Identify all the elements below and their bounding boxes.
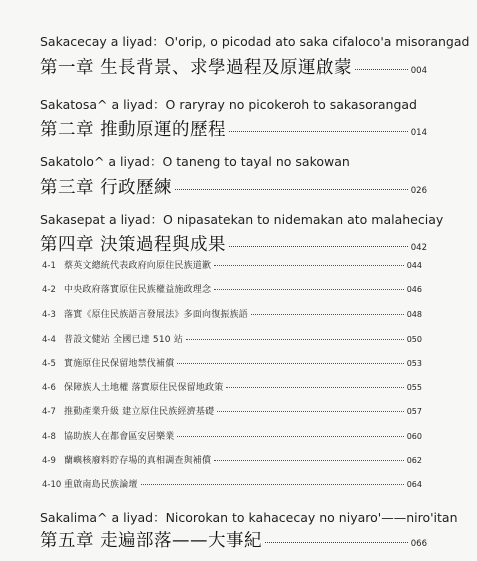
chapter-1-subtitle: Sakacecay a liyad：O'orip, o picodad ato saka cifaloco'a misorangad [40,34,470,49]
chapter-3-title: 第三章 行政歷練 [40,178,173,198]
section-title: 協助族人在都會區安居樂業 [64,432,175,442]
dot-leader [217,411,403,412]
chapter-1-entry[interactable] [40,54,427,79]
dot-leader [141,484,404,485]
chapter-4-subtitle: Sakasepat a liyad：O nipasatekan to nidemakan ato malaheciay [40,212,444,227]
section-number: 4-9 [42,456,56,466]
section-entry[interactable] [42,380,422,394]
section-page: 050 [406,335,422,344]
dot-leader [226,387,403,388]
section-number: 4-5 [42,359,56,369]
chapter-3-page: 026 [410,186,427,196]
section-entry[interactable] [42,453,422,467]
section-entry[interactable] [42,477,422,491]
section-page: 046 [406,285,422,294]
section-title: 推動產業升級 建立原住民族經濟基礎 [64,407,215,417]
section-title: 普設文健站 全國已達 510 站 [64,335,183,345]
chapter-2-title: 第二章 推動原運的歷程 [40,120,227,140]
section-number: 4-2 [42,285,56,295]
chapter-1-page: 004 [410,66,427,76]
chapter-2-entry[interactable] [40,116,427,141]
section-number: 4-8 [42,432,56,442]
section-entry[interactable] [42,307,422,321]
section-entry[interactable] [42,404,422,418]
section-page: 044 [406,261,422,270]
dot-leader [265,542,408,543]
section-page: 057 [406,407,422,416]
chapter-2-page: 014 [410,128,427,138]
section-page: 053 [406,359,422,368]
section-number: 4-7 [42,407,56,417]
section-title: 中央政府落實原住民族權益施政理念 [64,285,212,295]
chapter-1-title: 第一章 生長背景、求學過程及原運啟蒙 [40,58,353,78]
chapter-3-subtitle: Sakatolo^ a liyad：O taneng to tayal no sakowan [40,154,350,169]
section-page: 060 [406,432,422,441]
section-title: 保障族人土地權 落實原住民保留地政策 [64,383,224,393]
section-entry[interactable] [42,332,422,346]
chapter-4-page: 042 [410,243,427,253]
section-page: 062 [406,456,422,465]
chapter-4-title: 第四章 決策過程與成果 [40,235,227,255]
section-page: 048 [406,310,422,319]
dot-leader [355,69,408,70]
section-number: 4-4 [42,335,56,345]
dot-leader [214,460,404,461]
section-title: 重啟南島民族論壇 [64,480,138,490]
section-entry[interactable] [42,282,422,296]
dot-leader [175,189,408,190]
section-number: 4-6 [42,383,56,393]
dot-leader [186,339,404,340]
section-page: 064 [406,480,422,489]
section-entry[interactable] [42,429,422,443]
chapter-5-title: 第五章 走遍部落——大事紀 [40,531,263,551]
dot-leader [229,246,408,247]
dot-leader [229,131,408,132]
section-number: 4-1 [42,261,56,271]
dot-leader [251,314,404,315]
chapter-5-page: 066 [410,539,427,549]
section-title: 蘭嶼核廢料貯存場的真相調查與補償 [64,456,212,466]
dot-leader [177,363,403,364]
section-entry[interactable] [42,258,422,272]
section-title: 落實《原住民族語言發展法》多面向復振族語 [64,310,249,320]
section-number: 4-3 [42,310,56,320]
section-title: 實施原住民保留地禁伐補償 [64,359,175,369]
chapter-5-entry[interactable] [40,527,427,552]
chapter-3-entry[interactable] [40,174,427,199]
section-entry[interactable] [42,356,422,370]
dot-leader [177,436,403,437]
chapter-4-entry[interactable] [40,231,427,256]
dot-leader [214,289,404,290]
chapter-5-subtitle: Sakalima^ a liyad：Nicorokan to kahacecay no niyaro'——niro'itan [40,510,458,525]
chapter-2-subtitle: Sakatosa^ a liyad：O raryray no picokeroh to sakasorangad [40,97,417,112]
section-title: 蔡英文總統代表政府向原住民族道歉 [64,261,212,271]
section-page: 055 [406,383,422,392]
dot-leader [214,265,404,266]
section-number: 4-10 [42,480,62,490]
